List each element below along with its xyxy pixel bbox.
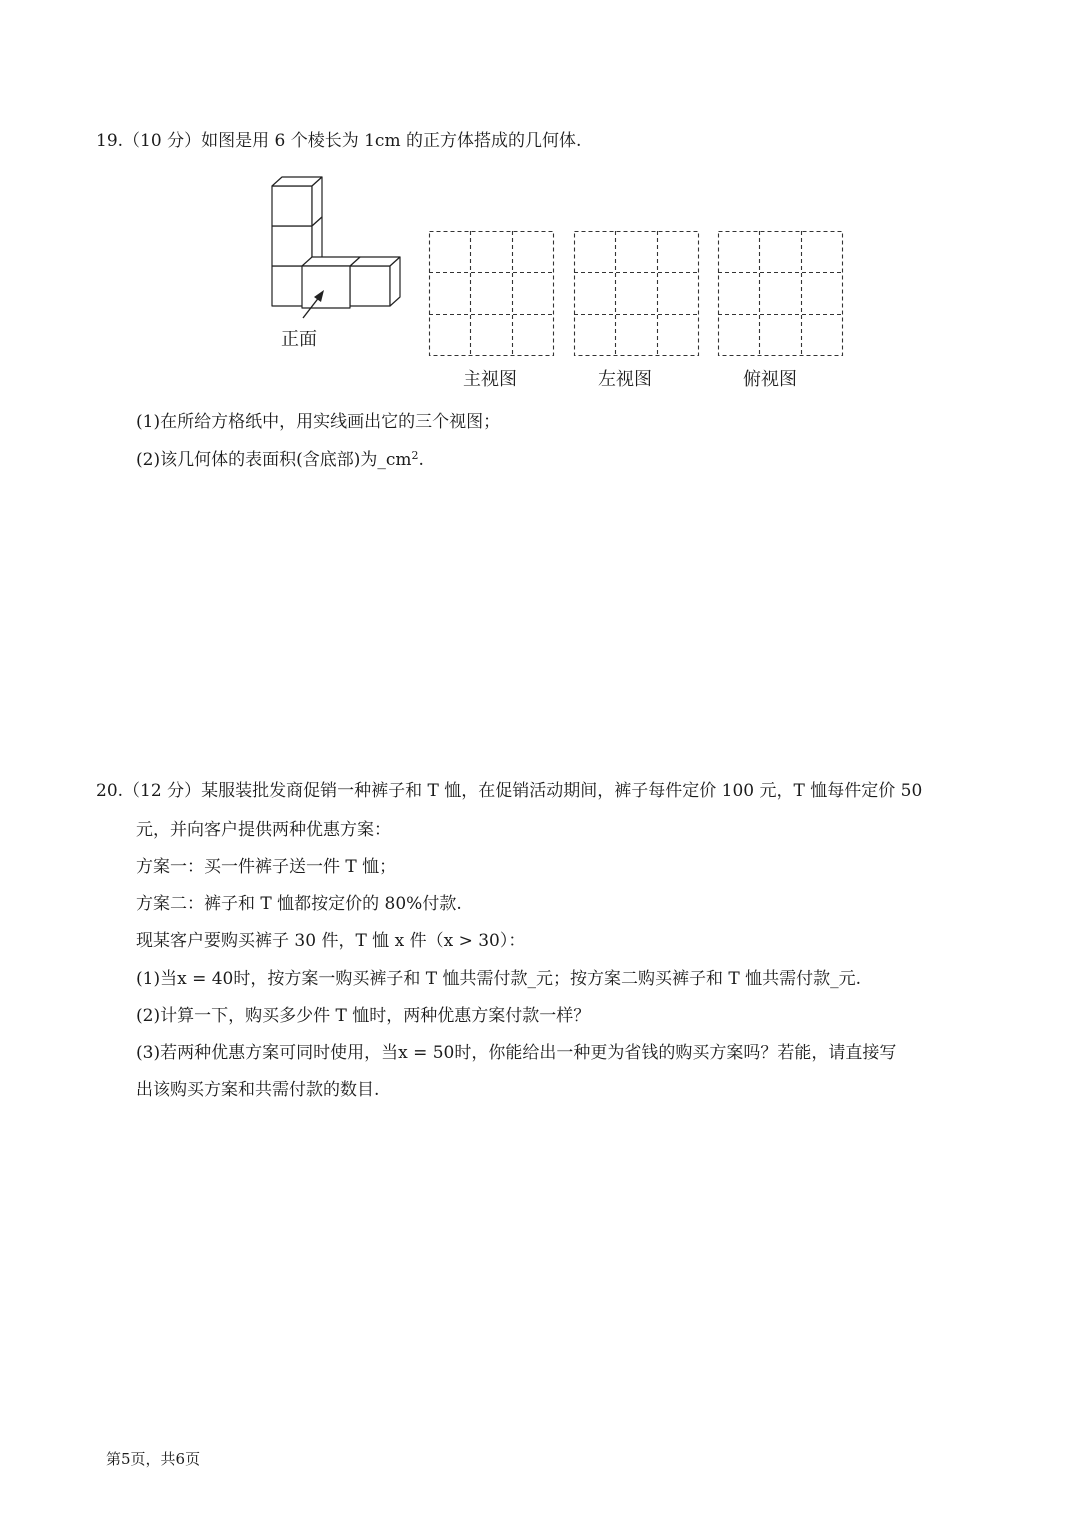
q19-part2-period: . bbox=[418, 450, 424, 470]
q20-condition: 现某客户要购买裤子 30 件，T 恤 x 件（x > 30）： bbox=[136, 931, 526, 951]
q20-part2: (2)计算一下，购买多少件 T 恤时，两种优惠方案付款一样？ bbox=[136, 1006, 591, 1026]
q19-part1: (1)在所给方格纸中，用实线画出它的三个视图； bbox=[136, 412, 501, 432]
q20-stem-line2: 元，并向客户提供两种优惠方案： bbox=[136, 820, 391, 840]
q19-part2 bbox=[136, 448, 424, 474]
q20-number: 20. bbox=[96, 781, 124, 801]
q19-points: （10 分） bbox=[123, 131, 202, 151]
q19-stem: 如图是用 6 个棱长为 1cm 的正方体搭成的几何体. bbox=[201, 131, 582, 151]
cube-face bbox=[350, 266, 390, 306]
cube-top-face bbox=[302, 257, 360, 266]
q19-part2-superscript: 2 bbox=[411, 449, 419, 462]
q20-points: （12 分） bbox=[123, 781, 202, 801]
q20-part1: (1)当x = 40时，按方案一购买裤子和 T 恤共需付款_元；按方案二购买裤子和 T 恤共需付款_元. bbox=[136, 969, 862, 989]
cube-face bbox=[272, 186, 312, 226]
cube-side-face bbox=[390, 257, 400, 306]
q19-number: 19. bbox=[96, 131, 124, 151]
grid-left-view bbox=[574, 231, 700, 357]
q20-plan2: 方案二：裤子和 T 恤都按定价的 80%付款. bbox=[136, 894, 462, 914]
page-footer: 第5页，共6页 bbox=[106, 1450, 201, 1468]
cube-face bbox=[272, 226, 312, 266]
label-left-view: 左视图 bbox=[598, 369, 652, 390]
q20-stem-text1: 某服装批发商促销一种裤子和 T 恤，在促销活动期间，裤子每件定价 100 元，T 恤每件定价 50 bbox=[201, 781, 923, 801]
grid-main-view bbox=[429, 231, 555, 357]
q20-part3-line2: 出该购买方案和共需付款的数目. bbox=[136, 1080, 380, 1100]
label-main-view: 主视图 bbox=[463, 369, 517, 390]
front-label: 正面 bbox=[281, 329, 317, 350]
q20-stem-line1 bbox=[96, 779, 922, 803]
label-top-view: 俯视图 bbox=[743, 369, 797, 390]
grid-top-view bbox=[718, 231, 844, 357]
q19-part2-text: (2)该几何体的表面积(含底部)为_cm bbox=[136, 450, 412, 470]
cube-solid-figure bbox=[262, 170, 412, 345]
q20-part3-line1: (3)若两种优惠方案可同时使用，当x = 50时，你能给出一种更为省钱的购买方案吗？若能，请直接写 bbox=[136, 1043, 897, 1063]
cube-face bbox=[302, 266, 350, 308]
q19-stem-line bbox=[96, 129, 581, 153]
q20-plan1: 方案一：买一件裤子送一件 T 恤； bbox=[136, 857, 397, 877]
